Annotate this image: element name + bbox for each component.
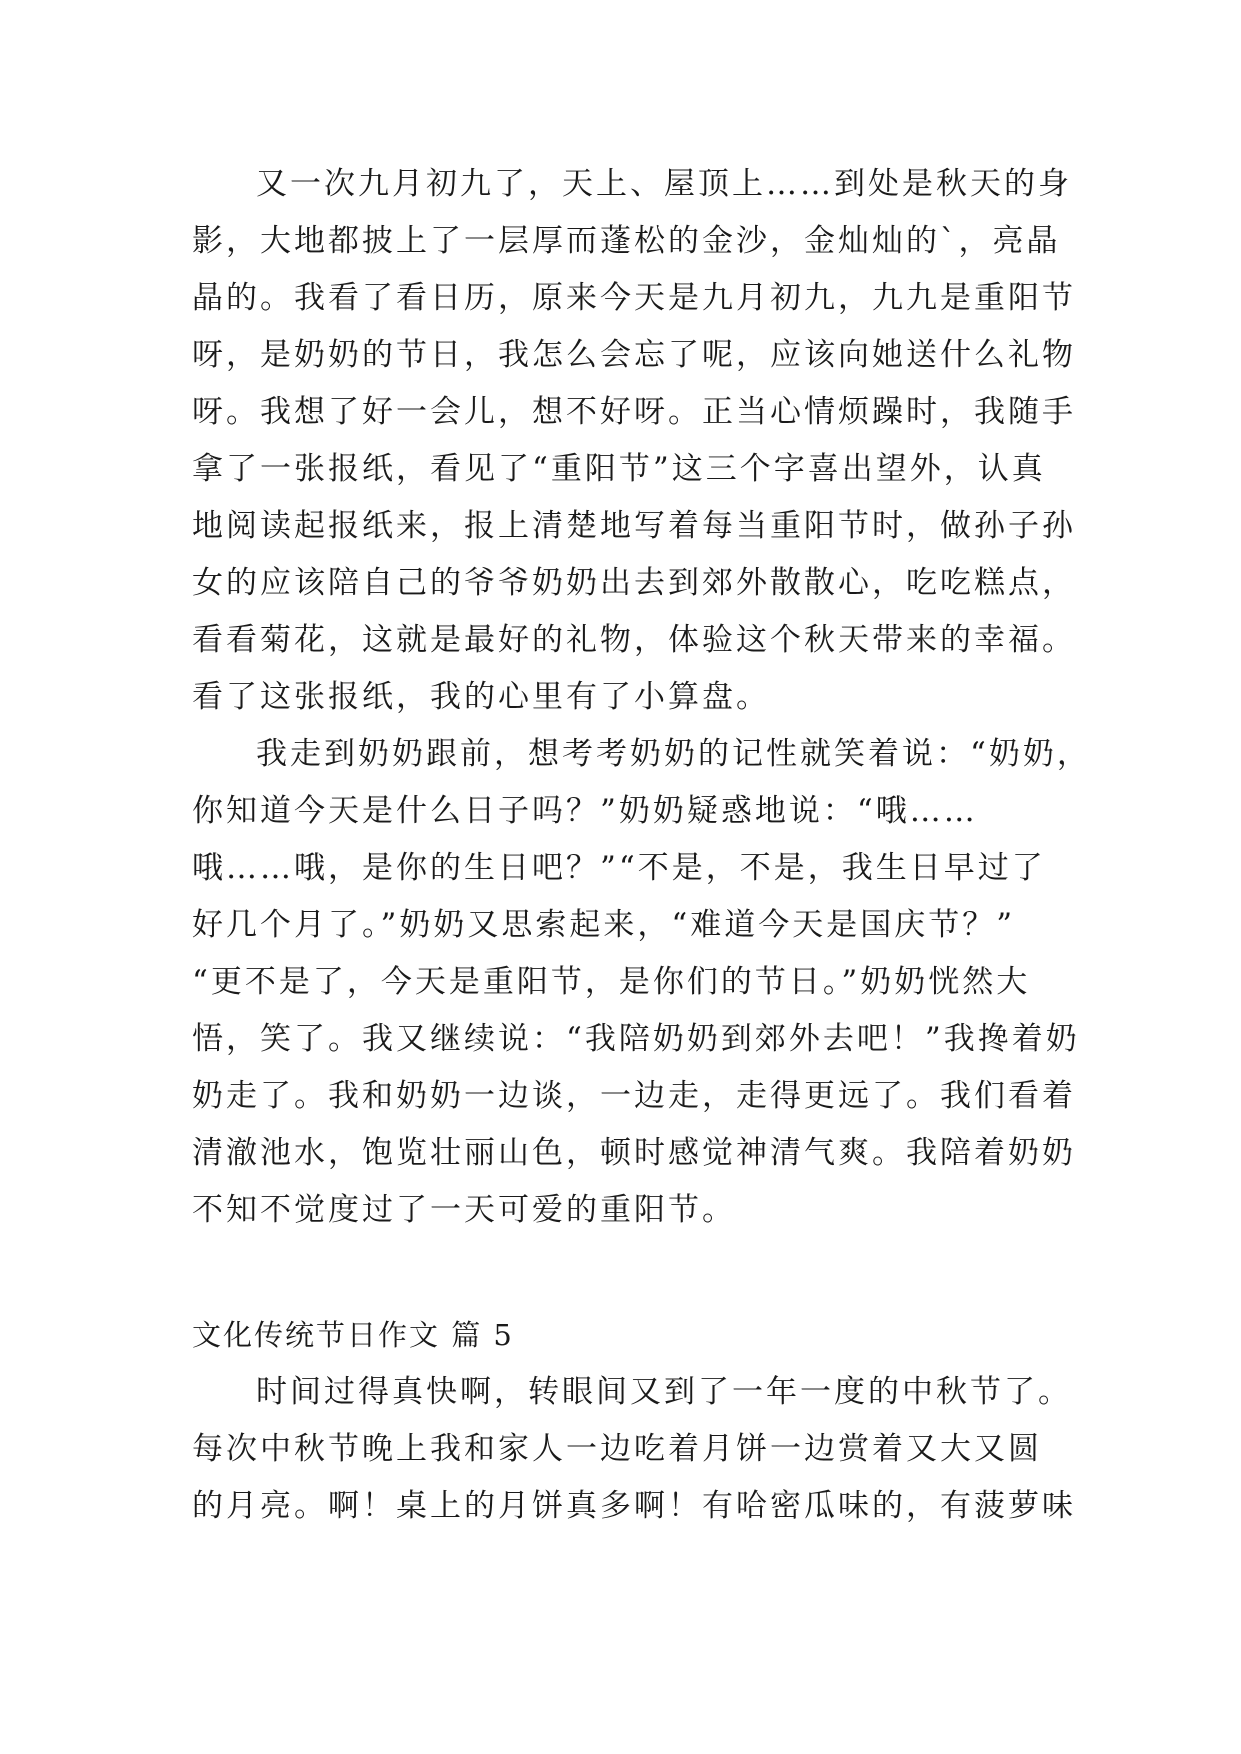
text-line: 不知不觉度过了一天可爱的重阳节。	[192, 1192, 736, 1228]
text-line: 我走到奶奶跟前，想考考奶奶的记性就笑着说：“奶奶，	[256, 736, 1091, 772]
text-line: 哦……哦，是你的生日吧？”“不是，不是，我生日早过了	[192, 850, 1046, 886]
text-line: “更不是了，今天是重阳节，是你们的节日。”奶奶恍然大	[192, 964, 1031, 1000]
text-line: 呀，是奶奶的节日，我怎么会忘了呢，应该向她送什么礼物	[192, 337, 1076, 373]
text-line: 看看菊花，这就是最好的礼物，体验这个秋天带来的幸福。	[192, 622, 1076, 658]
text-line: 悟，笑了。我又继续说：“我陪奶奶到郊外去吧！”我搀着奶	[192, 1021, 1080, 1057]
text-line: 清澈池水，饱览壮丽山色，顿时感觉神清气爽。我陪着奶奶	[192, 1135, 1076, 1171]
text-line: 影，大地都披上了一层厚而蓬松的金沙，金灿灿的`，亮晶	[192, 223, 1061, 259]
text-line: 晶的。我看了看日历，原来今天是九月初九，九九是重阳节	[192, 280, 1076, 316]
text-line: 的月亮。啊！桌上的月饼真多啊！有哈密瓜味的，有菠萝味	[192, 1488, 1076, 1524]
text-line: 每次中秋节晚上我和家人一边吃着月饼一边赏着又大又圆	[192, 1431, 1042, 1467]
text-line: 又一次九月初九了，天上、屋顶上……到处是秋天的身	[256, 166, 1072, 202]
text-line: 地阅读起报纸来，报上清楚地写着每当重阳节时，做孙子孙	[192, 508, 1076, 544]
text-line: 呀。我想了好一会儿，想不好呀。正当心情烦躁时，我随手	[192, 394, 1076, 430]
text-line: 看了这张报纸，我的心里有了小算盘。	[192, 679, 770, 715]
section-heading: 文化传统节日作文 篇 5	[192, 1318, 514, 1352]
text-line: 你知道今天是什么日子吗？”奶奶疑惑地说：“哦……	[192, 793, 978, 829]
text-line: 拿了一张报纸，看见了“重阳节”这三个字喜出望外，认真	[192, 451, 1046, 487]
text-line: 奶走了。我和奶奶一边谈，一边走，走得更远了。我们看着	[192, 1078, 1076, 1114]
text-line: 好几个月了。”奶奶又思索起来，“难道今天是国庆节？”	[192, 907, 1016, 943]
text-line: 女的应该陪自己的爷爷奶奶出去到郊外散散心，吃吃糕点，	[192, 565, 1076, 601]
text-line: 时间过得真快啊，转眼间又到了一年一度的中秋节了。	[256, 1374, 1072, 1410]
